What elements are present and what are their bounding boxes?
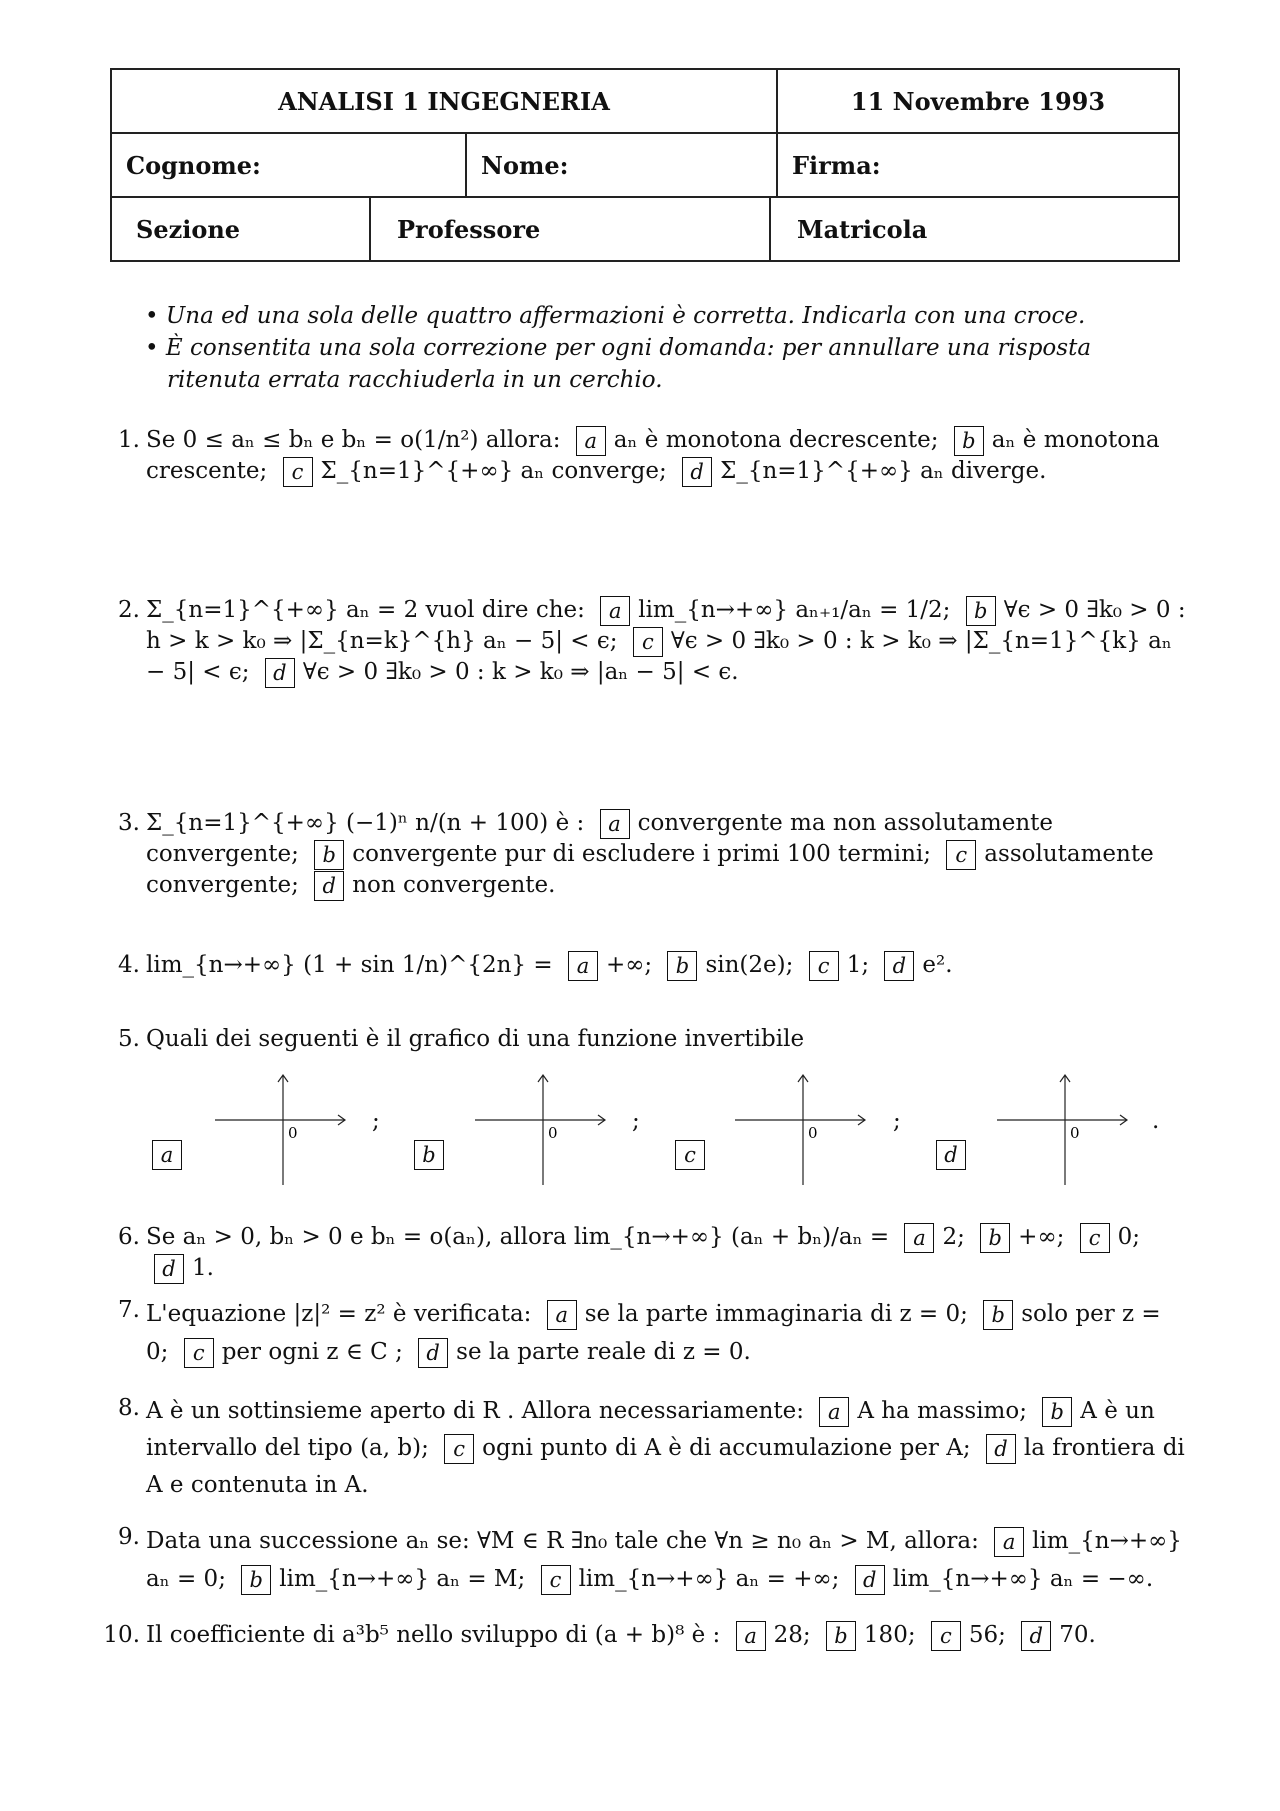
option-c-box[interactable]: c: [633, 627, 663, 657]
question-text: L'equazione |z|² = z² è verificata:: [146, 1301, 532, 1327]
firma-field[interactable]: Firma:: [776, 134, 1178, 196]
graph-c: [730, 1070, 880, 1190]
option-b-box[interactable]: b: [966, 596, 996, 626]
origin-label: 0: [548, 1124, 558, 1142]
option-b-text: convergente pur di escludere i primi 100 termini;: [352, 841, 931, 867]
question-number: 2.: [118, 597, 140, 623]
option-d-box[interactable]: d: [154, 1254, 184, 1284]
option-c-text: ∀ϵ > 0 ∃k₀ > 0 : k > k₀ ⇒ |Σ_{n=1}^{k} aₙ − 5| < ϵ;: [146, 628, 1172, 685]
question-number: 4.: [118, 952, 140, 978]
option-c-text: ogni punto di A è di accumulazione per A;: [482, 1435, 971, 1461]
question-4: [100, 950, 1190, 981]
option-b-text: +∞;: [1018, 1224, 1065, 1250]
instruction-2: • È consentita una sola correzione per ogni domanda: per annullare una risposta ritenuta errata racchiuderla in un cerchio.: [145, 335, 1092, 393]
option-a-text: se la parte immaginaria di z = 0;: [584, 1301, 968, 1327]
option-d-box[interactable]: d: [986, 1434, 1016, 1464]
option-a-box[interactable]: a: [568, 951, 598, 981]
option-b-box[interactable]: b: [314, 840, 344, 870]
question-8: [100, 1393, 1190, 1504]
graph-b: [470, 1070, 620, 1190]
option-c-box[interactable]: c: [184, 1338, 214, 1368]
matricola-field[interactable]: Matricola: [769, 198, 1178, 260]
option-c-text: 0;: [1117, 1224, 1141, 1250]
end-period: .: [1152, 1108, 1160, 1134]
option-b-text: sin(2e);: [705, 952, 794, 978]
separator: ;: [372, 1108, 380, 1134]
option-a-box[interactable]: a: [819, 1397, 849, 1427]
option-b-text: aₙ è monotona crescente;: [146, 427, 1160, 484]
instructions: [145, 300, 1185, 396]
option-a-text: 28;: [773, 1622, 811, 1648]
option-c-box[interactable]: c: [675, 1140, 705, 1170]
origin-label: 0: [808, 1124, 818, 1142]
option-d-text: ∀ϵ > 0 ∃k₀ > 0 : k > k₀ ⇒ |aₙ − 5| < ϵ.: [302, 659, 739, 685]
option-b-box[interactable]: b: [983, 1300, 1013, 1330]
graph-a: [210, 1070, 360, 1190]
option-d-box[interactable]: d: [884, 951, 914, 981]
separator: ;: [893, 1108, 901, 1134]
option-b-text: A è un intervallo del tipo (a, b);: [146, 1398, 1155, 1461]
option-d-text: 1.: [192, 1255, 214, 1281]
option-d-box[interactable]: d: [936, 1140, 966, 1170]
option-b-box[interactable]: b: [1042, 1397, 1072, 1427]
course-title: ANALISI 1 INGEGNERIA: [278, 86, 610, 116]
instruction-1: • Una ed una sola delle quattro affermazioni è corretta. Indicarla con una croce.: [145, 303, 1086, 329]
option-a-box[interactable]: a: [547, 1300, 577, 1330]
question-6: [100, 1222, 1190, 1284]
question-number: 10.: [103, 1622, 140, 1648]
option-c-text: per ogni z ∈ C ;: [221, 1339, 403, 1365]
option-a-box[interactable]: a: [600, 596, 630, 626]
origin-label: 0: [288, 1124, 298, 1142]
option-b-box[interactable]: b: [414, 1140, 444, 1170]
option-a-text: 2;: [942, 1224, 965, 1250]
option-d-text: non convergente.: [352, 872, 556, 898]
option-a-box[interactable]: a: [904, 1223, 934, 1253]
nome-field[interactable]: Nome:: [465, 134, 776, 196]
question-text: Σ_{n=1}^{+∞} aₙ = 2 vuol dire che:: [146, 597, 585, 623]
option-a-text: lim_{n→+∞} aₙ = 0;: [146, 1528, 1182, 1592]
question-10: [100, 1620, 1190, 1651]
option-a-box[interactable]: a: [152, 1140, 182, 1170]
cognome-field[interactable]: Cognome:: [126, 150, 261, 180]
question-5: [100, 1024, 1190, 1054]
option-a-box[interactable]: a: [600, 809, 630, 839]
option-c-text: assolutamente convergente;: [146, 841, 1154, 898]
option-d-box[interactable]: d: [1021, 1621, 1051, 1651]
option-b-text: lim_{n→+∞} aₙ = M;: [279, 1566, 526, 1592]
option-a-text: convergente ma non assolutamente convergente;: [146, 810, 1054, 867]
exam-date: 11 Novembre 1993: [776, 70, 1178, 132]
option-a-text: A ha massimo;: [857, 1398, 1027, 1424]
question-number: 3.: [118, 810, 140, 836]
option-c-box[interactable]: c: [444, 1434, 474, 1464]
option-b-text: 180;: [863, 1622, 916, 1648]
option-d-box[interactable]: d: [265, 658, 295, 688]
question-text: Σ_{n=1}^{+∞} (−1)ⁿ n/(n + 100) è :: [146, 810, 585, 836]
question-text: Data una successione aₙ se: ∀M ∈ R ∃n₀ tale che ∀n ≥ n₀ aₙ > M, allora:: [146, 1528, 979, 1554]
question-text: Se aₙ > 0, bₙ > 0 e bₙ = o(aₙ), allora lim_{n→+∞} (aₙ + bₙ)/aₙ =: [146, 1224, 890, 1250]
question-2: [100, 595, 1190, 688]
option-d-box[interactable]: d: [314, 871, 344, 901]
question-3: [100, 808, 1190, 901]
option-c-box[interactable]: c: [541, 1565, 571, 1595]
question-text: A è un sottinsieme aperto di R . Allora necessariamente:: [146, 1398, 804, 1424]
professore-field[interactable]: Professore: [369, 198, 769, 260]
question-9: [100, 1522, 1190, 1598]
option-a-text: +∞;: [605, 952, 653, 978]
option-c-box[interactable]: c: [1080, 1223, 1110, 1253]
option-c-box[interactable]: c: [283, 457, 313, 487]
option-b-box[interactable]: b: [241, 1565, 271, 1595]
option-c-box[interactable]: c: [946, 840, 976, 870]
question-text: Il coefficiente di a³b⁵ nello sviluppo di (a + b)⁸ è :: [146, 1622, 721, 1648]
option-d-text: la frontiera di A e contenuta in A.: [146, 1435, 1185, 1498]
option-c-text: lim_{n→+∞} aₙ = +∞;: [578, 1566, 840, 1592]
option-b-box[interactable]: b: [667, 951, 697, 981]
option-d-text: Σ_{n=1}^{+∞} aₙ diverge.: [720, 458, 1047, 484]
option-b-box[interactable]: b: [980, 1223, 1010, 1253]
option-a-box[interactable]: a: [736, 1621, 766, 1651]
option-d-text: lim_{n→+∞} aₙ = −∞.: [892, 1566, 1154, 1592]
option-d-box[interactable]: d: [418, 1338, 448, 1368]
graph-d: [992, 1070, 1142, 1190]
question-7: [100, 1295, 1190, 1371]
sezione-field[interactable]: Sezione: [136, 214, 241, 244]
header-table: [110, 68, 1180, 262]
option-c-box[interactable]: c: [809, 951, 839, 981]
origin-label: 0: [1070, 1124, 1080, 1142]
option-b-text: solo per z = 0;: [146, 1301, 1161, 1365]
option-c-text: 1;: [846, 952, 870, 978]
option-d-text: se la parte reale di z = 0.: [456, 1339, 751, 1365]
option-a-box[interactable]: a: [994, 1527, 1024, 1557]
question-number: 1.: [118, 427, 140, 453]
question-number: 8.: [118, 1395, 140, 1421]
option-a-box[interactable]: a: [576, 426, 606, 456]
option-b-text: ∀ϵ > 0 ∃k₀ > 0 : h > k > k₀ ⇒ |Σ_{n=k}^{h} aₙ − 5| < ϵ;: [146, 597, 1186, 654]
question-text: Quali dei seguenti è il grafico di una funzione invertibile: [146, 1026, 805, 1052]
option-a-text: aₙ è monotona decrescente;: [613, 427, 939, 453]
question-number: 6.: [118, 1224, 140, 1250]
option-c-text: 56;: [968, 1622, 1006, 1648]
question-number: 9.: [118, 1524, 140, 1550]
option-d-box[interactable]: d: [855, 1565, 885, 1595]
option-d-text: e².: [922, 952, 953, 978]
option-d-box[interactable]: d: [682, 457, 712, 487]
question-number: 7.: [118, 1297, 140, 1323]
separator: ;: [632, 1108, 640, 1134]
option-a-text: lim_{n→+∞} aₙ₊₁/aₙ = 1/2;: [638, 597, 951, 623]
option-c-box[interactable]: c: [931, 1621, 961, 1651]
question-text: Se 0 ≤ aₙ ≤ bₙ e bₙ = o(1/n²) allora:: [146, 427, 561, 453]
option-d-text: 70.: [1059, 1622, 1096, 1648]
option-b-box[interactable]: b: [826, 1621, 856, 1651]
option-b-box[interactable]: b: [954, 426, 984, 456]
question-text: lim_{n→+∞} (1 + sin 1/n)^{2n} =: [146, 952, 553, 978]
option-c-text: Σ_{n=1}^{+∞} aₙ converge;: [320, 458, 667, 484]
question-number: 5.: [118, 1026, 140, 1052]
question-1: [100, 425, 1190, 487]
